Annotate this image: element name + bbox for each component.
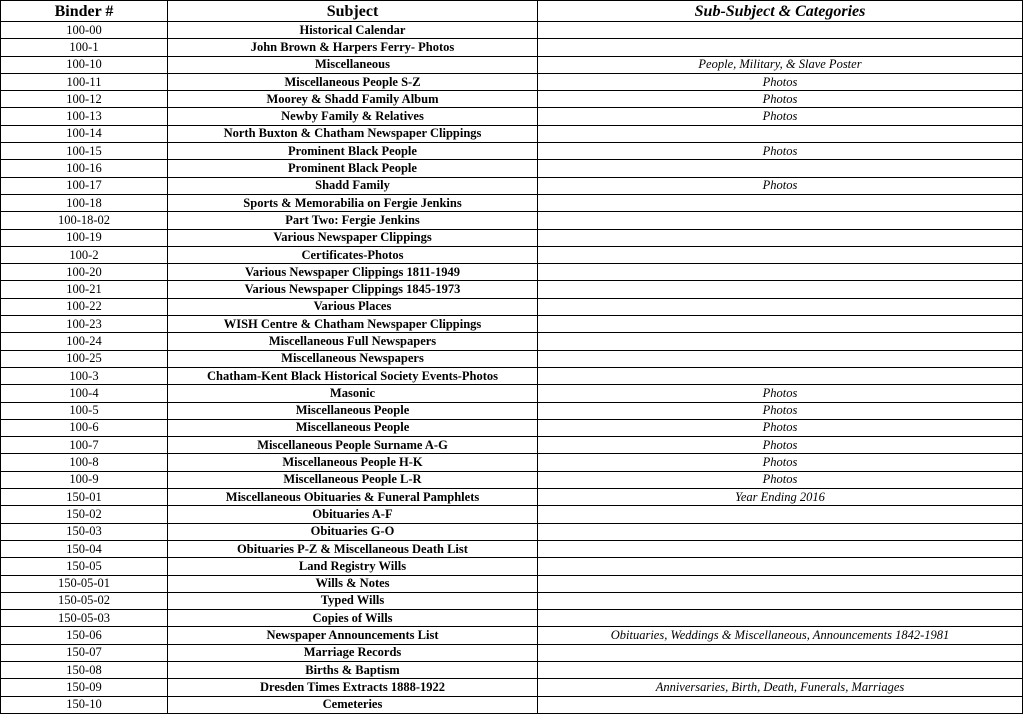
binder-number-cell: 100-8 (1, 454, 168, 471)
table-row (1, 246, 1023, 263)
subject-cell: Marriage Records (168, 644, 538, 661)
binder-number-cell: 150-03 (1, 523, 168, 540)
binder-number-cell: 100-00 (1, 22, 168, 39)
table-row (1, 575, 1023, 592)
binder-number-cell: 150-05 (1, 558, 168, 575)
binder-number-cell: 150-10 (1, 696, 168, 713)
sub-subject-cell (538, 39, 1023, 56)
table-row (1, 160, 1023, 177)
table-row (1, 108, 1023, 125)
sub-subject-cell: Photos (538, 471, 1023, 488)
binder-number-cell: 100-12 (1, 91, 168, 108)
sub-subject-cell (538, 575, 1023, 592)
binder-number-cell: 100-15 (1, 143, 168, 160)
sub-subject-cell: Photos (538, 419, 1023, 436)
sub-subject-column-header: Sub-Subject & Categories (538, 1, 1023, 22)
table-row (1, 402, 1023, 419)
sub-subject-cell (538, 22, 1023, 39)
table-row (1, 229, 1023, 246)
subject-cell: Copies of Wills (168, 610, 538, 627)
subject-cell: Obituaries P-Z & Miscellaneous Death List (168, 540, 538, 557)
binder-number-cell: 100-21 (1, 281, 168, 298)
subject-cell: Various Places (168, 298, 538, 315)
table-row (1, 592, 1023, 609)
binder-number-cell: 150-05-02 (1, 592, 168, 609)
sub-subject-cell: Photos (538, 177, 1023, 194)
table-row (1, 350, 1023, 367)
table-row (1, 679, 1023, 696)
table-row (1, 489, 1023, 506)
subject-cell: Cemeteries (168, 696, 538, 713)
sub-subject-cell (538, 160, 1023, 177)
binder-number-cell: 100-18-02 (1, 212, 168, 229)
sub-subject-cell: Obituaries, Weddings & Miscellaneous, Announcements 1842-1981 (538, 627, 1023, 644)
binder-number-cell: 100-14 (1, 125, 168, 142)
table-row (1, 558, 1023, 575)
binder-number-cell: 100-6 (1, 419, 168, 436)
subject-cell: Typed Wills (168, 592, 538, 609)
sub-subject-cell (538, 558, 1023, 575)
binder-number-cell: 150-05-03 (1, 610, 168, 627)
sub-subject-cell (538, 540, 1023, 557)
binder-number-cell: 150-05-01 (1, 575, 168, 592)
subject-cell: Various Newspaper Clippings 1845-1973 (168, 281, 538, 298)
subject-cell: Miscellaneous (168, 56, 538, 73)
subject-cell: Sports & Memorabilia on Fergie Jenkins (168, 194, 538, 211)
sub-subject-cell: Photos (538, 91, 1023, 108)
subject-cell: Historical Calendar (168, 22, 538, 39)
sub-subject-cell (538, 246, 1023, 263)
binder-number-cell: 100-22 (1, 298, 168, 315)
subject-cell: Miscellaneous People Surname A-G (168, 437, 538, 454)
sub-subject-cell (538, 696, 1023, 713)
binder-number-cell: 100-24 (1, 333, 168, 350)
binder-number-cell: 100-20 (1, 264, 168, 281)
table-row (1, 212, 1023, 229)
subject-cell: Newby Family & Relatives (168, 108, 538, 125)
sub-subject-cell (538, 644, 1023, 661)
table-row (1, 627, 1023, 644)
table-row (1, 333, 1023, 350)
binder-number-cell: 100-4 (1, 385, 168, 402)
binder-number-cell: 100-13 (1, 108, 168, 125)
binder-number-cell: 100-16 (1, 160, 168, 177)
sub-subject-cell (538, 316, 1023, 333)
binder-number-cell: 100-23 (1, 316, 168, 333)
sub-subject-cell (538, 592, 1023, 609)
binder-number-cell: 150-07 (1, 644, 168, 661)
subject-cell: Prominent Black People (168, 143, 538, 160)
table-row (1, 298, 1023, 315)
subject-cell: Obituaries G-O (168, 523, 538, 540)
table-row (1, 143, 1023, 160)
binder-number-cell: 100-18 (1, 194, 168, 211)
sub-subject-cell (538, 229, 1023, 246)
binder-number-cell: 150-01 (1, 489, 168, 506)
binder-number-cell: 100-3 (1, 367, 168, 384)
binder-number-cell: 100-2 (1, 246, 168, 263)
subject-cell: Moorey & Shadd Family Album (168, 91, 538, 108)
sub-subject-cell: Photos (538, 73, 1023, 90)
table-row (1, 385, 1023, 402)
table-row (1, 610, 1023, 627)
binder-number-cell: 100-5 (1, 402, 168, 419)
subject-cell: Miscellaneous People S-Z (168, 73, 538, 90)
header-row (1, 1, 1023, 22)
sub-subject-cell (538, 523, 1023, 540)
table-row (1, 696, 1023, 713)
binder-number-cell: 100-17 (1, 177, 168, 194)
subject-cell: Miscellaneous Obituaries & Funeral Pamphlets (168, 489, 538, 506)
subject-cell: John Brown & Harpers Ferry- Photos (168, 39, 538, 56)
binder-number-cell: 150-02 (1, 506, 168, 523)
table-row (1, 523, 1023, 540)
sub-subject-cell: People, Military, & Slave Poster (538, 56, 1023, 73)
table-row (1, 177, 1023, 194)
sub-subject-cell (538, 281, 1023, 298)
table-row (1, 281, 1023, 298)
subject-cell: Part Two: Fergie Jenkins (168, 212, 538, 229)
sub-subject-cell: Photos (538, 385, 1023, 402)
sub-subject-cell (538, 367, 1023, 384)
table-row (1, 454, 1023, 471)
table-row (1, 661, 1023, 678)
subject-cell: Obituaries A-F (168, 506, 538, 523)
binder-number-cell: 100-1 (1, 39, 168, 56)
table-row (1, 540, 1023, 557)
sub-subject-cell: Photos (538, 108, 1023, 125)
subject-cell: Various Newspaper Clippings 1811-1949 (168, 264, 538, 281)
sub-subject-cell: Photos (538, 454, 1023, 471)
subject-cell: Wills & Notes (168, 575, 538, 592)
sub-subject-cell: Photos (538, 143, 1023, 160)
table-row (1, 316, 1023, 333)
subject-cell: Land Registry Wills (168, 558, 538, 575)
subject-cell: Shadd Family (168, 177, 538, 194)
sub-subject-cell (538, 264, 1023, 281)
subject-cell: Births & Baptism (168, 661, 538, 678)
subject-cell: Certificates-Photos (168, 246, 538, 263)
table-row (1, 22, 1023, 39)
table-row (1, 73, 1023, 90)
subject-cell: Miscellaneous People H-K (168, 454, 538, 471)
sub-subject-cell (538, 298, 1023, 315)
subject-cell: North Buxton & Chatham Newspaper Clippings (168, 125, 538, 142)
binder-column-header: Binder # (1, 1, 168, 22)
binder-number-cell: 100-19 (1, 229, 168, 246)
binder-number-cell: 100-10 (1, 56, 168, 73)
table-row (1, 39, 1023, 56)
subject-cell: Prominent Black People (168, 160, 538, 177)
subject-cell: Miscellaneous Full Newspapers (168, 333, 538, 350)
binder-number-cell: 100-9 (1, 471, 168, 488)
table-row (1, 644, 1023, 661)
table-row (1, 194, 1023, 211)
binder-number-cell: 100-7 (1, 437, 168, 454)
subject-cell: Miscellaneous People (168, 419, 538, 436)
sub-subject-cell: Photos (538, 402, 1023, 419)
table-row (1, 367, 1023, 384)
sub-subject-cell: Photos (538, 437, 1023, 454)
sub-subject-cell (538, 506, 1023, 523)
table-row (1, 56, 1023, 73)
sub-subject-cell (538, 350, 1023, 367)
subject-column-header: Subject (168, 1, 538, 22)
sub-subject-cell (538, 194, 1023, 211)
sub-subject-cell: Year Ending 2016 (538, 489, 1023, 506)
sub-subject-cell (538, 661, 1023, 678)
subject-cell: Miscellaneous Newspapers (168, 350, 538, 367)
table-row (1, 125, 1023, 142)
binder-number-cell: 150-06 (1, 627, 168, 644)
table-body (1, 22, 1023, 714)
binder-number-cell: 150-04 (1, 540, 168, 557)
table-row (1, 471, 1023, 488)
subject-cell: Newspaper Announcements List (168, 627, 538, 644)
binder-number-cell: 150-08 (1, 661, 168, 678)
subject-cell: Miscellaneous People L-R (168, 471, 538, 488)
table-row (1, 506, 1023, 523)
binder-number-cell: 100-11 (1, 73, 168, 90)
subject-cell: Miscellaneous People (168, 402, 538, 419)
table-row (1, 264, 1023, 281)
table-row (1, 91, 1023, 108)
binder-number-cell: 150-09 (1, 679, 168, 696)
subject-cell: Masonic (168, 385, 538, 402)
subject-cell: Chatham-Kent Black Historical Society Events-Photos (168, 367, 538, 384)
subject-cell: WISH Centre & Chatham Newspaper Clippings (168, 316, 538, 333)
sub-subject-cell (538, 212, 1023, 229)
table-row (1, 419, 1023, 436)
sub-subject-cell (538, 610, 1023, 627)
sub-subject-cell: Anniversaries, Birth, Death, Funerals, Marriages (538, 679, 1023, 696)
sub-subject-cell (538, 125, 1023, 142)
binder-number-cell: 100-25 (1, 350, 168, 367)
sub-subject-cell (538, 333, 1023, 350)
subject-cell: Dresden Times Extracts 1888-1922 (168, 679, 538, 696)
table-row (1, 437, 1023, 454)
subject-cell: Various Newspaper Clippings (168, 229, 538, 246)
